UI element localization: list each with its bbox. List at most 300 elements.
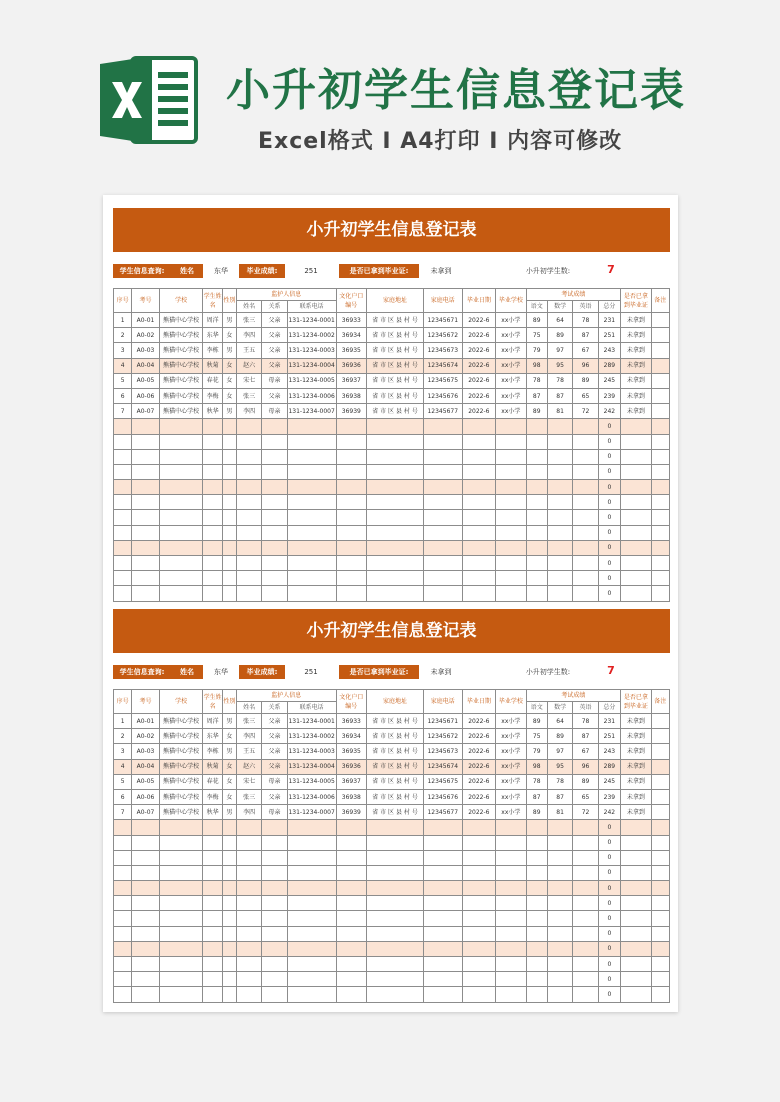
cell-hukou[interactable] [336,556,366,571]
cell-cert[interactable] [621,850,651,865]
cell-cert[interactable]: 未拿到 [621,373,651,388]
cell-grad-school[interactable]: xx小学 [496,714,526,729]
cell-exam-no[interactable]: A0-01 [132,714,159,729]
cell-phone[interactable]: 131-1234-0004 [287,759,336,774]
cell-grad-date[interactable]: 2022-6 [462,358,496,373]
cell-address[interactable]: 省 市 区 县 村 号 [367,729,424,744]
cell-chinese[interactable] [526,850,547,865]
cell-relation[interactable] [262,896,287,911]
cell-cert[interactable] [621,881,651,896]
cell-relation[interactable] [262,865,287,880]
cell-home-phone[interactable] [423,957,462,972]
cell-chinese[interactable]: 89 [526,714,547,729]
cell-english[interactable] [573,525,598,540]
cell-exam-no[interactable] [132,820,159,835]
cell-guardian-name[interactable]: 张三 [236,313,261,328]
cell-name[interactable]: 东华 [203,729,222,744]
cell-guardian-name[interactable] [236,495,261,510]
cell-home-phone[interactable] [423,926,462,941]
cell-exam-no[interactable] [132,495,159,510]
cell-school[interactable]: 熊猫中心学校 [159,388,203,403]
cell-math[interactable] [547,972,572,987]
cell-math[interactable] [547,510,572,525]
cell-address[interactable] [367,850,424,865]
cell-remark[interactable] [651,434,669,449]
cell-remark[interactable] [651,881,669,896]
cell-grad-date[interactable]: 2022-6 [462,404,496,419]
table-row[interactable] [114,774,670,789]
cell-chinese[interactable] [526,464,547,479]
cell-remark[interactable] [651,865,669,880]
cell-guardian-name[interactable]: 王五 [236,744,261,759]
cell-school[interactable] [159,525,203,540]
table-row[interactable] [114,744,670,759]
cell-guardian-name[interactable] [236,941,261,956]
cell-seq[interactable]: 4 [114,358,132,373]
table-row[interactable] [114,972,670,987]
cell-chinese[interactable]: 98 [526,358,547,373]
cell-remark[interactable] [651,343,669,358]
cell-grad-school[interactable]: xx小学 [496,774,526,789]
cell-seq[interactable] [114,495,132,510]
table-row[interactable] [114,434,670,449]
cell-home-phone[interactable] [423,556,462,571]
cell-home-phone[interactable]: 12345676 [423,388,462,403]
cell-hukou[interactable]: 36934 [336,729,366,744]
cell-remark[interactable] [651,896,669,911]
cell-address[interactable] [367,926,424,941]
cell-grad-date[interactable] [462,434,496,449]
cell-chinese[interactable] [526,881,547,896]
cell-gender[interactable] [222,586,236,601]
cell-hukou[interactable] [336,495,366,510]
cell-school[interactable]: 熊猫中心学校 [159,744,203,759]
cell-cert[interactable] [621,586,651,601]
cell-cert[interactable]: 未拿到 [621,313,651,328]
cell-home-phone[interactable] [423,510,462,525]
cell-math[interactable]: 89 [547,729,572,744]
cell-cert[interactable]: 未拿到 [621,714,651,729]
cell-remark[interactable] [651,987,669,1002]
table-row[interactable] [114,759,670,774]
cell-english[interactable] [573,957,598,972]
cell-exam-no[interactable]: A0-06 [132,388,159,403]
cell-cert[interactable] [621,835,651,850]
cell-exam-no[interactable] [132,540,159,555]
cell-cert[interactable] [621,510,651,525]
cell-exam-no[interactable] [132,464,159,479]
cell-relation[interactable] [262,449,287,464]
cell-seq[interactable]: 7 [114,805,132,820]
cell-home-phone[interactable]: 12345671 [423,313,462,328]
cell-phone[interactable] [287,419,336,434]
cell-gender[interactable] [222,571,236,586]
cell-gender[interactable] [222,881,236,896]
cell-remark[interactable] [651,941,669,956]
cell-hukou[interactable] [336,525,366,540]
cell-name[interactable]: 秋菊 [203,759,222,774]
cell-math[interactable] [547,556,572,571]
table-row[interactable] [114,480,670,495]
table-row[interactable] [114,911,670,926]
cell-exam-no[interactable]: A0-07 [132,404,159,419]
cell-cert[interactable]: 未拿到 [621,774,651,789]
cell-remark[interactable] [651,464,669,479]
cell-school[interactable] [159,911,203,926]
table-row[interactable] [114,388,670,403]
cell-gender[interactable]: 女 [222,373,236,388]
cell-relation[interactable] [262,495,287,510]
table-row[interactable] [114,358,670,373]
cell-guardian-name[interactable] [236,480,261,495]
cell-english[interactable] [573,987,598,1002]
cell-phone[interactable] [287,464,336,479]
cell-cert[interactable] [621,540,651,555]
cell-phone[interactable]: 131-1234-0005 [287,774,336,789]
cell-address[interactable]: 省 市 区 县 村 号 [367,358,424,373]
cell-address[interactable]: 省 市 区 县 村 号 [367,744,424,759]
cell-remark[interactable] [651,388,669,403]
cell-grad-date[interactable]: 2022-6 [462,789,496,804]
cell-chinese[interactable]: 87 [526,789,547,804]
cell-english[interactable] [573,510,598,525]
cell-math[interactable] [547,941,572,956]
cell-name[interactable] [203,972,222,987]
cell-phone[interactable] [287,896,336,911]
cell-cert[interactable]: 未拿到 [621,729,651,744]
table-row[interactable] [114,449,670,464]
cell-school[interactable] [159,987,203,1002]
cell-total[interactable]: 0 [598,987,620,1002]
cell-math[interactable]: 64 [547,313,572,328]
cell-phone[interactable] [287,835,336,850]
cell-relation[interactable]: 父亲 [262,759,287,774]
cell-math[interactable] [547,896,572,911]
cell-total[interactable]: 243 [598,343,620,358]
cell-chinese[interactable] [526,835,547,850]
cell-guardian-name[interactable]: 宋七 [236,774,261,789]
cell-gender[interactable] [222,972,236,987]
cell-remark[interactable] [651,911,669,926]
cell-exam-no[interactable]: A0-03 [132,744,159,759]
cell-cert[interactable]: 未拿到 [621,789,651,804]
cell-home-phone[interactable]: 12345674 [423,358,462,373]
cell-address[interactable] [367,449,424,464]
cell-phone[interactable]: 131-1234-0005 [287,373,336,388]
cell-phone[interactable] [287,480,336,495]
cell-hukou[interactable] [336,480,366,495]
cell-cert[interactable] [621,525,651,540]
cell-guardian-name[interactable] [236,434,261,449]
cell-address[interactable] [367,464,424,479]
cell-relation[interactable] [262,972,287,987]
table-row[interactable] [114,373,670,388]
cell-chinese[interactable] [526,865,547,880]
cell-grad-date[interactable] [462,419,496,434]
cell-remark[interactable] [651,759,669,774]
cell-school[interactable] [159,881,203,896]
cell-chinese[interactable] [526,896,547,911]
cell-phone[interactable] [287,911,336,926]
cell-cert[interactable]: 未拿到 [621,328,651,343]
cell-guardian-name[interactable]: 赵六 [236,358,261,373]
cell-school[interactable]: 熊猫中心学校 [159,313,203,328]
cell-grad-date[interactable] [462,911,496,926]
cell-remark[interactable] [651,972,669,987]
cell-phone[interactable] [287,449,336,464]
cell-exam-no[interactable] [132,556,159,571]
cell-remark[interactable] [651,714,669,729]
cell-home-phone[interactable] [423,540,462,555]
cell-english[interactable] [573,820,598,835]
cell-address[interactable] [367,586,424,601]
cell-cert[interactable] [621,957,651,972]
cell-relation[interactable]: 母亲 [262,805,287,820]
cell-chinese[interactable] [526,586,547,601]
cell-chinese[interactable] [526,571,547,586]
cell-remark[interactable] [651,820,669,835]
cell-exam-no[interactable] [132,957,159,972]
cell-phone[interactable] [287,434,336,449]
cell-gender[interactable] [222,926,236,941]
cell-english[interactable] [573,495,598,510]
cell-grad-school[interactable] [496,571,526,586]
cell-home-phone[interactable] [423,434,462,449]
cell-home-phone[interactable]: 12345672 [423,729,462,744]
cell-chinese[interactable] [526,434,547,449]
cell-chinese[interactable]: 89 [526,805,547,820]
cell-address[interactable]: 省 市 区 县 村 号 [367,313,424,328]
cell-relation[interactable] [262,556,287,571]
cell-remark[interactable] [651,744,669,759]
cell-chinese[interactable] [526,495,547,510]
cell-hukou[interactable]: 36933 [336,714,366,729]
table-row[interactable] [114,510,670,525]
cell-relation[interactable] [262,540,287,555]
cell-total[interactable]: 231 [598,313,620,328]
cell-hukou[interactable] [336,586,366,601]
cell-total[interactable]: 0 [598,540,620,555]
cell-english[interactable] [573,941,598,956]
cell-home-phone[interactable]: 12345672 [423,328,462,343]
cell-grad-school[interactable] [496,525,526,540]
cell-grad-school[interactable]: xx小学 [496,744,526,759]
cell-seq[interactable]: 6 [114,789,132,804]
cell-grad-date[interactable]: 2022-6 [462,373,496,388]
cell-grad-school[interactable] [496,480,526,495]
cell-address[interactable] [367,941,424,956]
cell-grad-school[interactable] [496,820,526,835]
cell-home-phone[interactable]: 12345675 [423,373,462,388]
cell-relation[interactable] [262,911,287,926]
cell-guardian-name[interactable] [236,525,261,540]
cell-chinese[interactable] [526,556,547,571]
cell-math[interactable] [547,987,572,1002]
cell-gender[interactable]: 女 [222,759,236,774]
cell-school[interactable] [159,820,203,835]
cell-hukou[interactable] [336,434,366,449]
cell-hukou[interactable]: 36939 [336,805,366,820]
cell-name[interactable] [203,556,222,571]
cell-address[interactable] [367,957,424,972]
cell-english[interactable] [573,926,598,941]
cell-grad-school[interactable]: xx小学 [496,358,526,373]
cell-english[interactable] [573,480,598,495]
cell-english[interactable] [573,911,598,926]
cell-cert[interactable] [621,449,651,464]
cell-hukou[interactable] [336,464,366,479]
cell-math[interactable] [547,865,572,880]
table-row[interactable] [114,343,670,358]
cell-home-phone[interactable] [423,525,462,540]
cell-name[interactable]: 李栋 [203,744,222,759]
cell-address[interactable] [367,820,424,835]
cell-grad-school[interactable]: xx小学 [496,343,526,358]
cell-name[interactable]: 秋华 [203,404,222,419]
cell-home-phone[interactable] [423,881,462,896]
cell-grad-date[interactable] [462,571,496,586]
cell-math[interactable] [547,540,572,555]
cell-total[interactable]: 242 [598,404,620,419]
cell-name[interactable] [203,510,222,525]
table-row[interactable] [114,556,670,571]
cell-address[interactable]: 省 市 区 县 村 号 [367,373,424,388]
cell-relation[interactable] [262,850,287,865]
cell-address[interactable] [367,525,424,540]
cell-english[interactable]: 89 [573,373,598,388]
cell-gender[interactable]: 女 [222,358,236,373]
cell-grad-date[interactable]: 2022-6 [462,328,496,343]
cell-seq[interactable] [114,540,132,555]
cell-cert[interactable] [621,865,651,880]
cell-remark[interactable] [651,510,669,525]
cell-grad-date[interactable] [462,881,496,896]
cell-seq[interactable]: 7 [114,404,132,419]
table-row[interactable] [114,525,670,540]
cell-grad-date[interactable] [462,464,496,479]
cell-exam-no[interactable] [132,434,159,449]
cell-address[interactable] [367,540,424,555]
cell-remark[interactable] [651,957,669,972]
cell-total[interactable]: 0 [598,480,620,495]
cell-seq[interactable] [114,941,132,956]
cell-name[interactable] [203,941,222,956]
cell-math[interactable] [547,480,572,495]
cell-seq[interactable] [114,464,132,479]
cell-total[interactable]: 231 [598,714,620,729]
cell-cert[interactable] [621,480,651,495]
cell-total[interactable]: 0 [598,464,620,479]
cell-gender[interactable] [222,850,236,865]
cell-chinese[interactable]: 79 [526,744,547,759]
cell-hukou[interactable] [336,540,366,555]
cell-total[interactable]: 0 [598,571,620,586]
cell-grad-date[interactable] [462,480,496,495]
name-query-input[interactable]: 东华 [214,668,228,676]
cell-cert[interactable] [621,896,651,911]
cell-address[interactable]: 省 市 区 县 村 号 [367,774,424,789]
cell-guardian-name[interactable] [236,835,261,850]
cell-grad-school[interactable] [496,419,526,434]
table-row[interactable] [114,464,670,479]
cell-grad-date[interactable] [462,972,496,987]
cell-english[interactable] [573,835,598,850]
cell-phone[interactable] [287,987,336,1002]
cell-total[interactable]: 0 [598,556,620,571]
cell-phone[interactable] [287,540,336,555]
cell-grad-date[interactable]: 2022-6 [462,343,496,358]
cell-phone[interactable] [287,941,336,956]
cell-math[interactable] [547,957,572,972]
cell-remark[interactable] [651,358,669,373]
cell-total[interactable]: 251 [598,729,620,744]
cell-total[interactable]: 0 [598,586,620,601]
cell-relation[interactable] [262,941,287,956]
cell-grad-school[interactable]: xx小学 [496,373,526,388]
cell-cert[interactable] [621,464,651,479]
cell-english[interactable]: 89 [573,774,598,789]
cell-exam-no[interactable]: A0-04 [132,759,159,774]
cell-grad-school[interactable] [496,510,526,525]
cell-school[interactable] [159,926,203,941]
cell-name[interactable] [203,495,222,510]
cell-seq[interactable] [114,480,132,495]
cell-guardian-name[interactable] [236,510,261,525]
cell-guardian-name[interactable]: 李四 [236,404,261,419]
cell-seq[interactable]: 1 [114,714,132,729]
cell-phone[interactable] [287,820,336,835]
cell-english[interactable] [573,464,598,479]
cell-home-phone[interactable] [423,586,462,601]
cell-math[interactable]: 78 [547,373,572,388]
cell-grad-date[interactable]: 2022-6 [462,744,496,759]
cell-name[interactable] [203,865,222,880]
table-row[interactable] [114,941,670,956]
cell-total[interactable]: 242 [598,805,620,820]
cell-seq[interactable] [114,896,132,911]
cell-seq[interactable]: 2 [114,328,132,343]
cell-address[interactable] [367,835,424,850]
cell-english[interactable] [573,449,598,464]
cell-relation[interactable]: 母亲 [262,404,287,419]
cell-remark[interactable] [651,805,669,820]
cell-grad-date[interactable] [462,495,496,510]
cell-hukou[interactable] [336,510,366,525]
cell-chinese[interactable] [526,540,547,555]
cell-english[interactable]: 87 [573,729,598,744]
cell-school[interactable] [159,540,203,555]
cell-exam-no[interactable] [132,571,159,586]
cell-total[interactable]: 0 [598,419,620,434]
cell-exam-no[interactable]: A0-06 [132,789,159,804]
cell-seq[interactable]: 2 [114,729,132,744]
cell-math[interactable] [547,835,572,850]
cell-total[interactable]: 0 [598,820,620,835]
cell-chinese[interactable]: 98 [526,759,547,774]
cell-home-phone[interactable]: 12345677 [423,404,462,419]
cell-relation[interactable]: 父亲 [262,313,287,328]
cell-hukou[interactable]: 36937 [336,373,366,388]
cell-phone[interactable]: 131-1234-0006 [287,388,336,403]
cell-gender[interactable] [222,540,236,555]
cell-exam-no[interactable]: A0-02 [132,328,159,343]
cell-hukou[interactable]: 36938 [336,789,366,804]
cell-name[interactable]: 春花 [203,373,222,388]
cell-cert[interactable] [621,419,651,434]
cell-total[interactable]: 0 [598,972,620,987]
cell-gender[interactable]: 女 [222,388,236,403]
cell-name[interactable] [203,820,222,835]
